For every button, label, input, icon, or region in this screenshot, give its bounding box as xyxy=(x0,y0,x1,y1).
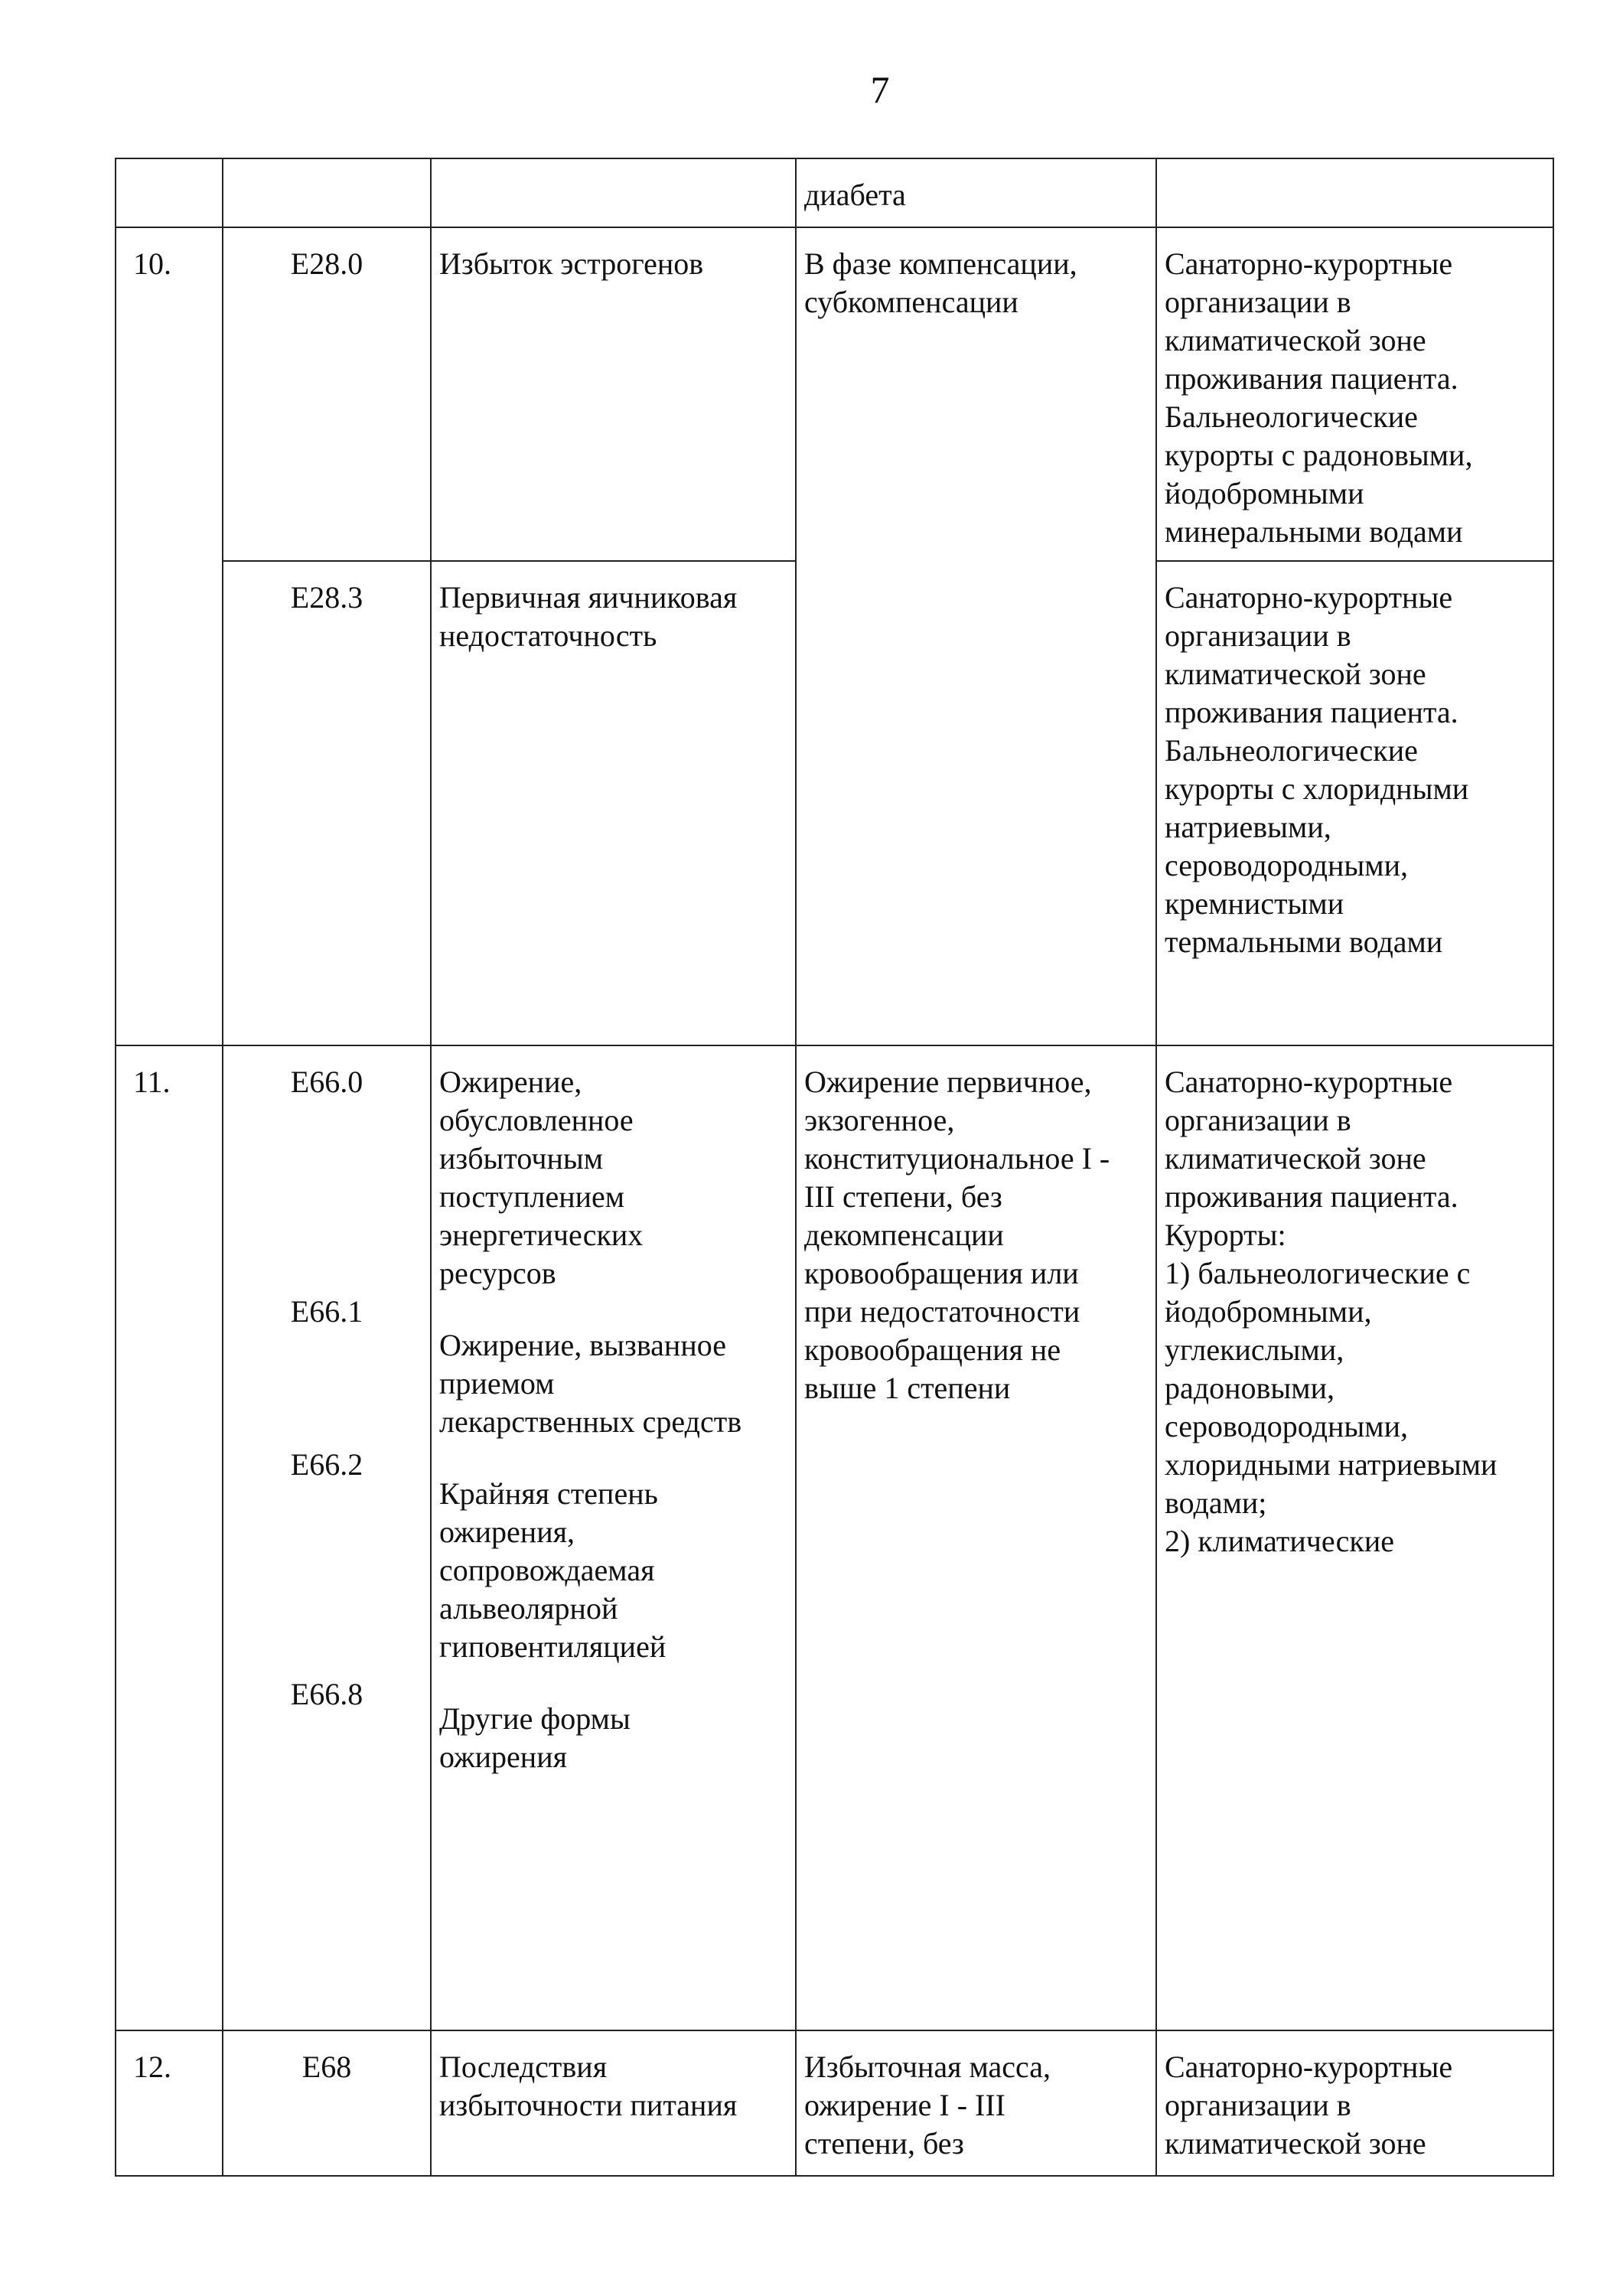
text-line: гиповентиляцией xyxy=(439,1629,666,1664)
text-line: Санаторно-курортные xyxy=(1165,580,1453,615)
cell-resort xyxy=(1156,1045,1553,2030)
text-line: натриевыми, xyxy=(1165,810,1331,844)
text-line: климатической зоне xyxy=(1165,657,1426,691)
text-line: субкомпенсации xyxy=(804,285,1018,319)
text-line: выше 1 степени xyxy=(804,1371,1011,1405)
row-number: 10. xyxy=(133,246,171,281)
text-line: организации в xyxy=(1165,1103,1351,1137)
text-line: Бальнеологические xyxy=(1165,733,1418,768)
text-line: климатической зоне xyxy=(1165,2126,1426,2161)
text-line: организации в xyxy=(1165,2088,1351,2122)
text-line: Другие формы xyxy=(439,1701,631,1736)
page-number: 7 xyxy=(870,68,890,111)
text-line: Санаторно-курортные xyxy=(1165,246,1453,281)
cell-name xyxy=(431,227,796,561)
text-line: приемом xyxy=(439,1366,555,1401)
text-line: курорты с хлоридными xyxy=(1165,771,1469,806)
text-line: обусловленное xyxy=(439,1103,634,1137)
text-line: В фазе компенсации, xyxy=(804,246,1077,281)
table-row xyxy=(116,227,1553,561)
text-line: йодобромными, xyxy=(1165,1294,1372,1329)
cell-resort xyxy=(1156,561,1553,1045)
text-line: хлоридными натриевыми xyxy=(1165,1447,1498,1482)
cell-code xyxy=(223,158,431,227)
cell-code xyxy=(223,1045,431,2030)
cell-code xyxy=(223,561,431,1045)
table-row xyxy=(116,158,1553,227)
text-line: степени, без xyxy=(804,2126,964,2161)
text-line: проживания пациента. xyxy=(1165,695,1458,729)
cell-num xyxy=(116,1045,223,2030)
cell-condition xyxy=(796,1045,1156,2030)
text-line: альвеолярной xyxy=(439,1591,618,1626)
cell-num xyxy=(116,227,223,1045)
diagnosis-code: E68 xyxy=(301,2050,352,2084)
text-line: избыточным xyxy=(439,1141,604,1176)
text-line: недостаточность xyxy=(439,618,657,653)
table-row xyxy=(116,2030,1553,2176)
text-line: диабета xyxy=(804,178,906,212)
text-line: избыточности питания xyxy=(439,2088,738,2122)
text-line: водами; xyxy=(1165,1486,1267,1520)
cell-num xyxy=(116,2030,223,2176)
diagnosis-code: E66.2 xyxy=(290,1447,363,1482)
text-line: организации в xyxy=(1165,285,1351,319)
cell-name xyxy=(431,2030,796,2176)
text-line: декомпенсации xyxy=(804,1218,1004,1252)
diagnosis-code: E66.0 xyxy=(290,1065,363,1099)
resort-indications-table xyxy=(115,158,1554,2177)
text-line: Ожирение, вызванное xyxy=(439,1328,726,1362)
text-line: кровообращения не xyxy=(804,1332,1061,1367)
diagnosis-code: E28.3 xyxy=(290,580,363,615)
text-line: кремнистыми xyxy=(1165,886,1344,921)
text-line: кровообращения или xyxy=(804,1256,1079,1290)
row-number: 11. xyxy=(133,1065,171,1099)
text-line: йодобромными xyxy=(1165,476,1364,510)
text-line: энергетических xyxy=(439,1218,644,1252)
text-line: Избыточная масса, xyxy=(804,2050,1051,2084)
text-line: поступлением xyxy=(439,1179,625,1214)
cell-resort xyxy=(1156,158,1553,227)
text-line: курорты с радоновыми, xyxy=(1165,438,1473,472)
text-line: проживания пациента. xyxy=(1165,1179,1458,1214)
cell-name xyxy=(431,1045,796,2030)
text-line: лекарственных средств xyxy=(439,1404,742,1439)
text-line: ожирения xyxy=(439,1740,568,1774)
text-line: ожирение I - III xyxy=(804,2088,1005,2122)
text-line: экзогенное, xyxy=(804,1103,955,1137)
cell-condition xyxy=(796,2030,1156,2176)
text-line: ресурсов xyxy=(439,1256,556,1290)
text-line: 1) бальнеологические с xyxy=(1165,1256,1471,1290)
cell-num xyxy=(116,158,223,227)
diagnosis-code: E66.1 xyxy=(290,1294,363,1329)
row-number: 12. xyxy=(133,2050,171,2084)
text-line: ожирения, xyxy=(439,1515,575,1549)
cell-code xyxy=(223,227,431,561)
text-line: углекислыми, xyxy=(1165,1332,1344,1367)
text-line: Крайняя степень xyxy=(439,1476,658,1511)
text-line: конституциональное I - xyxy=(804,1141,1110,1176)
text-line: радоновыми, xyxy=(1165,1371,1335,1405)
cell-name xyxy=(431,561,796,1045)
text-line: Первичная яичниковая xyxy=(439,580,738,615)
text-line: сопровождаемая xyxy=(439,1553,655,1587)
text-line: Курорты: xyxy=(1165,1218,1286,1252)
diagnosis-code: E28.0 xyxy=(290,246,363,281)
text-line: Последствия xyxy=(439,2050,608,2084)
cell-resort xyxy=(1156,2030,1553,2176)
text-line: Санаторно-курортные xyxy=(1165,1065,1453,1099)
diagnosis-code: E66.8 xyxy=(290,1677,363,1711)
text-line: 2) климатические xyxy=(1165,1524,1394,1558)
text-line: термальными водами xyxy=(1165,925,1443,959)
text-line: организации в xyxy=(1165,618,1351,653)
cell-condition xyxy=(796,158,1156,227)
cell-code xyxy=(223,2030,431,2176)
text-line: Ожирение, xyxy=(439,1065,582,1099)
diagnosis-name: Избыток эстрогенов xyxy=(439,246,704,281)
text-line: климатической зоне xyxy=(1165,1141,1426,1176)
text-line: сероводородными, xyxy=(1165,1409,1409,1443)
cell-name xyxy=(431,158,796,227)
cell-resort xyxy=(1156,227,1553,561)
text-line: III степени, без xyxy=(804,1179,1002,1214)
text-line: Санаторно-курортные xyxy=(1165,2050,1453,2084)
text-line: Ожирение первичное, xyxy=(804,1065,1092,1099)
text-line: сероводородными, xyxy=(1165,848,1409,882)
text-line: минеральными водами xyxy=(1165,514,1463,549)
text-line: проживания пациента. xyxy=(1165,361,1458,396)
text-line: климатической зоне xyxy=(1165,323,1426,357)
text-line: Бальнеологические xyxy=(1165,400,1418,434)
table-row xyxy=(116,1045,1553,2030)
cell-condition xyxy=(796,227,1156,1045)
text-line: при недостаточности xyxy=(804,1294,1080,1329)
